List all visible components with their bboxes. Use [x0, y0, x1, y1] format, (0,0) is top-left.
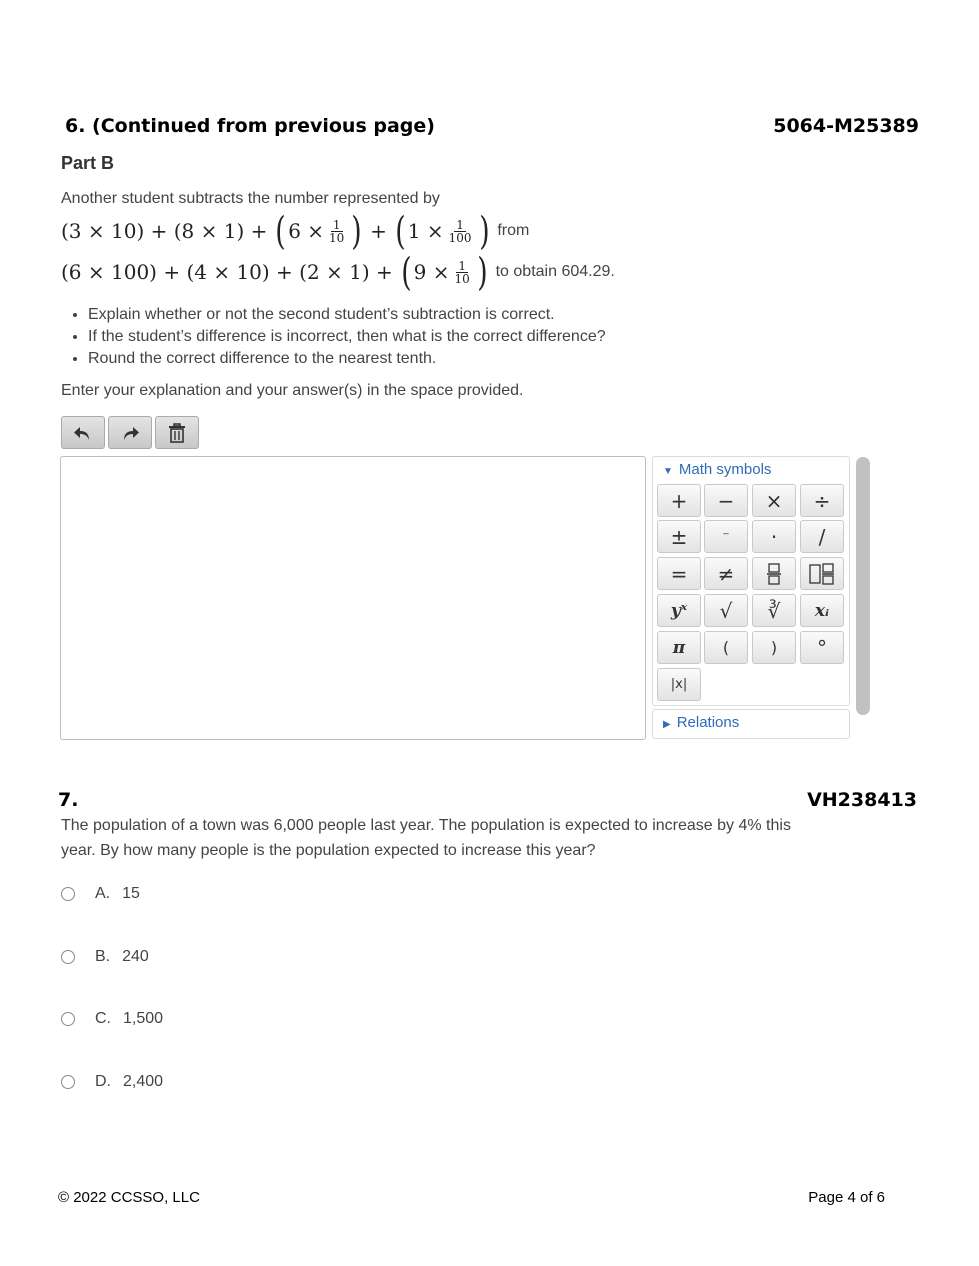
- negative-button[interactable]: ⁻: [704, 520, 748, 553]
- redo-icon: [120, 424, 140, 442]
- dot-button[interactable]: ·: [752, 520, 796, 553]
- fraction-numerator: 1: [456, 217, 464, 232]
- question-7-stem-line-2: year. By how many people is the population expected to increase this year?: [61, 842, 596, 859]
- relations-toggle[interactable]: [652, 709, 850, 739]
- list-item: • Round the correct difference to the nearest tenth.: [88, 349, 606, 368]
- requirements-list: [62, 305, 606, 371]
- absolute-value-button[interactable]: |x|: [657, 668, 701, 701]
- choice-text: 15: [122, 885, 140, 902]
- part-b-label: Part B: [61, 153, 115, 173]
- expression-1-part-a: (3 × 10) + (8 × 1) +: [61, 219, 268, 243]
- page-number: Page 4 of 6: [808, 1189, 885, 1206]
- question-7-number: 7.: [58, 789, 79, 811]
- fraction-denominator: 100: [448, 230, 472, 245]
- undo-button[interactable]: [61, 416, 105, 449]
- choice-letter: A.: [95, 885, 111, 902]
- close-paren-button[interactable]: ): [752, 631, 796, 664]
- choice-text: 240: [122, 948, 149, 965]
- fraction-denominator: 10: [329, 230, 345, 245]
- answer-editor[interactable]: [60, 456, 646, 740]
- expression-2: (6 × 100) + (4 × 10) + (2 × 1) + ( 9 × $\frac{1}{10}$ ) to obtain 604.29.: [61, 250, 615, 294]
- expression-1-tail: from: [497, 222, 530, 239]
- open-paren-button[interactable]: (: [704, 631, 748, 664]
- plus-button[interactable]: +: [657, 484, 701, 517]
- plus-sign: +: [370, 219, 387, 243]
- times-button[interactable]: ×: [752, 484, 796, 517]
- fraction-one-hundredth: [447, 219, 474, 244]
- question-7-stem-line-1: The population of a town was 6,000 people last year. The population is expected to increase by 4% this: [61, 817, 791, 834]
- choice-c[interactable]: [61, 1010, 163, 1028]
- undo-icon: [73, 424, 93, 442]
- radio-button[interactable]: [61, 887, 75, 901]
- list-item: • Explain whether or not the second student’s subtraction is correct.: [88, 305, 606, 324]
- radio-button[interactable]: [61, 1012, 75, 1026]
- cube-root-button[interactable]: ∛: [752, 594, 796, 627]
- fraction-numerator: 1: [458, 258, 466, 273]
- expression-2-part-a: (6 × 100) + (4 × 10) + (2 × 1) +: [61, 260, 393, 284]
- math-symbols-toggle[interactable]: [663, 461, 771, 478]
- fraction-one-tenth: [453, 260, 472, 285]
- choice-letter: D.: [95, 1073, 111, 1090]
- math-symbols-title: Math symbols: [678, 461, 772, 478]
- pi-button[interactable]: π: [657, 631, 701, 664]
- choice-d[interactable]: [61, 1073, 163, 1091]
- question-6-heading: 6. (Continued from previous page): [65, 115, 435, 137]
- choice-letter: C.: [95, 1010, 111, 1027]
- relations-label: Relations: [676, 714, 740, 731]
- not-equal-button[interactable]: ≠: [704, 557, 748, 590]
- delete-button[interactable]: [155, 416, 199, 449]
- minus-button[interactable]: −: [704, 484, 748, 517]
- choice-b[interactable]: [61, 948, 149, 966]
- choice-text: 1,500: [123, 1010, 164, 1027]
- caret-down-icon: ▼: [663, 466, 673, 477]
- degree-button[interactable]: °: [800, 631, 844, 664]
- choice-letter: B.: [95, 948, 111, 965]
- plus-minus-button[interactable]: ±: [657, 520, 701, 553]
- caret-right-icon: ▶: [663, 719, 671, 730]
- trash-icon: [168, 423, 186, 443]
- expression-1-part-b: 6 ×: [288, 219, 325, 243]
- fraction-denominator: 10: [454, 271, 470, 286]
- square-root-button[interactable]: √: [704, 594, 748, 627]
- expression-2-part-b: 9 ×: [413, 260, 450, 284]
- copyright-text: © 2022 CCSSO, LLC: [58, 1189, 200, 1206]
- question-6-intro: Another student subtracts the number represented by: [61, 190, 440, 207]
- radio-button[interactable]: [61, 950, 75, 964]
- redo-button[interactable]: [108, 416, 152, 449]
- equals-button[interactable]: =: [657, 557, 701, 590]
- choice-text: 2,400: [123, 1073, 164, 1090]
- divide-button[interactable]: ÷: [800, 484, 844, 517]
- palette-scrollbar[interactable]: [856, 457, 870, 715]
- fraction-one-tenth: [327, 219, 346, 244]
- fraction-icon: [766, 562, 782, 586]
- mixed-number-button[interactable]: [800, 557, 844, 590]
- question-6-code: 5064-M25389: [773, 115, 919, 137]
- slash-button[interactable]: /: [800, 520, 844, 553]
- answer-instruction: Enter your explanation and your answer(s) in the space provided.: [61, 382, 524, 399]
- choice-a[interactable]: [61, 885, 140, 903]
- subscript-button[interactable]: xᵢ: [800, 594, 844, 627]
- list-item: • If the student’s difference is incorrect, then what is the correct difference?: [88, 327, 606, 346]
- expression-1: (3 × 10) + (8 × 1) + ( 6 × $\frac{1}{10}$ ) + ( 1 × $\frac{1}{100}$ ) from: [61, 209, 530, 253]
- question-7-code: VH238413: [807, 789, 917, 811]
- radio-button[interactable]: [61, 1075, 75, 1089]
- expression-2-tail: to obtain 604.29.: [495, 263, 615, 280]
- fraction-numerator: 1: [332, 217, 341, 232]
- mixed-number-icon: [809, 562, 835, 586]
- fraction-button[interactable]: [752, 557, 796, 590]
- expression-1-part-c: 1 ×: [407, 219, 444, 243]
- exponent-button[interactable]: yˣ: [657, 594, 701, 627]
